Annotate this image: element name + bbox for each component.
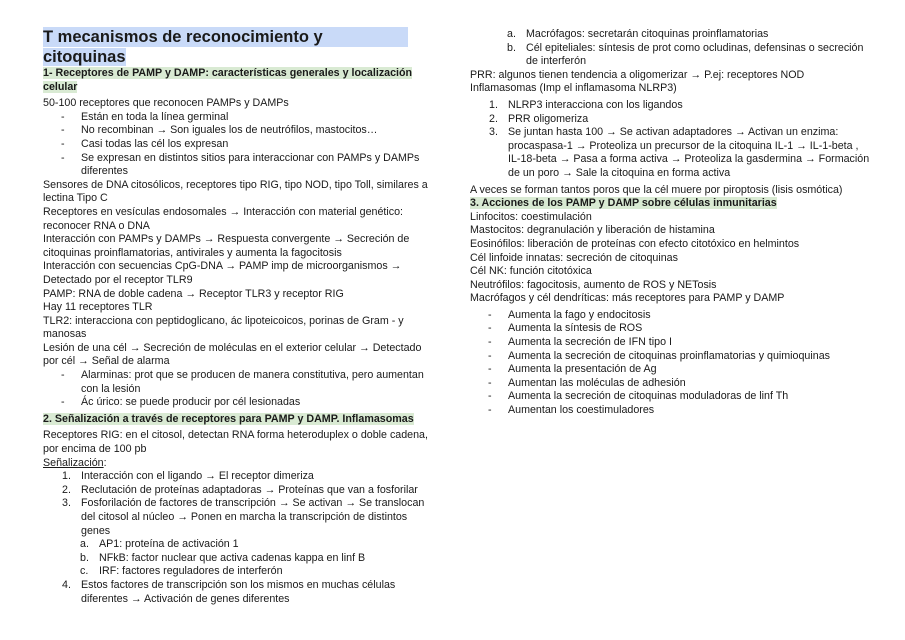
inflammasome-steps — [470, 99, 870, 181]
list-item: - Aumentan las moléculas de adhesión — [508, 377, 870, 391]
section-1-intro: 50-100 receptores que reconocen PAMPs y DAMPs — [43, 97, 289, 110]
list-item: b. NFkB: factor nuclear que activa cadenas kappa en linf B — [80, 551, 366, 564]
paragraph: Eosinófilos: liberación de proteínas con efecto citotóxico en helmintos — [470, 237, 800, 250]
page-title-line2: citoquinas — [43, 48, 126, 66]
section-2-intro: Receptores RIG: en el citosol, detectan RNA forma heteroduplex o doble cadena, por encima de 100 pb — [43, 429, 428, 456]
paragraph: Sensores de DNA citosólicos, receptores tipo RIG, tipo NOD, tipo Toll, similares a lectina Tipo C — [43, 178, 428, 205]
paragraph: Interacción con secuencias CpG-DNA → PAMP imp de microorganismos → Detectado por el receptor TLR9 — [43, 260, 402, 286]
paragraph: Receptores en vesículas endosomales → Interacción con material genético: reconocer RNA o DNA — [43, 205, 404, 232]
list-item: 1. Interacción con el ligando → El receptor dimeriza — [62, 470, 314, 483]
alarm-bullets — [43, 369, 433, 410]
signaling-subheading: Señalización: — [43, 456, 107, 469]
list-item: - Aumenta la secreción de citoquinas proinflamatorias y quimioquinas — [508, 350, 870, 364]
signaling-step-4 — [43, 579, 433, 606]
page-title — [43, 27, 433, 67]
list-item: - Se expresan en distintos sitios para interaccionar con PAMPs y DAMPs diferentes — [81, 152, 433, 179]
section-1-bullets — [43, 111, 433, 179]
list-item: - Están en toda la línea germinal — [81, 111, 433, 125]
paragraph: PAMP: RNA de doble cadena → Receptor TLR3 y receptor RIG — [43, 287, 344, 300]
list-item: - Aumenta la síntesis de ROS — [508, 322, 870, 336]
list-item: - Aumenta la fago y endocitosis — [508, 309, 870, 323]
list-item: c. IRF: factores reguladores de interferón — [80, 565, 283, 578]
page-title-line1: T mecanismos de reconocimiento y — [43, 27, 408, 47]
signaling-steps — [43, 470, 433, 538]
inflammasome-paragraph: Inflamasomas (Imp el inflamasoma NLRP3) — [470, 82, 677, 95]
paragraph: Hay 11 receptores TLR — [43, 301, 153, 314]
paragraph: TLR2: interacciona con peptidoglicano, ác lipoteicoicos, porinas de Gram - y manosas — [43, 314, 404, 341]
list-item: 3. Fosforilación de factores de transcripción → Se activan → Se translocan del citosol al núcleo → Ponen en marcha la transcripción de distintos genes — [62, 497, 425, 537]
list-item: - Aumenta la secreción de IFN tipo I — [508, 336, 870, 350]
list-item: 2. Reclutación de proteínas adaptadoras → Proteínas que van a fosforilar — [62, 483, 418, 496]
left-column — [43, 0, 433, 606]
list-item: - Casi todas las cél los expresan — [81, 138, 433, 152]
list-item: - Alarminas: prot que se producen de manera constitutiva, pero aumentan con la lesión — [81, 369, 433, 396]
list-item: 1. NLRP3 interacciona con los ligandos — [489, 98, 683, 111]
paragraph: Interacción con PAMPs y DAMPs → Respuesta convergente → Secreción de citoquinas proinflamatorias, antivirales y aumenta la fagocitosis — [43, 233, 410, 259]
list-item: - No recombinan → Son iguales los de neutrófilos, mastocitos… — [81, 124, 433, 138]
section-1-heading: 1- Receptores de PAMP y DAMP: características generales y localización celular — [43, 67, 413, 93]
paragraph: Lesión de una cél → Secreción de moléculas en el exterior celular → Detectado por cél → Señal de alarma — [43, 341, 422, 368]
section-3-heading: 3. Acciones de los PAMP y DAMP sobre células inmunitarias — [470, 197, 777, 210]
list-item: a. Macrófagos: secretarán citoquinas proinflamatorias — [507, 28, 769, 40]
section-2-heading: 2. Señalización a través de receptores para PAMP y DAMP. Inflamasomas — [43, 412, 414, 425]
paragraph: Cél NK: función citotóxica — [470, 265, 592, 278]
paragraph: Mastocitos: degranulación y liberación de histamina — [470, 224, 715, 237]
list-item: - Ác úrico: se puede producir por cél lesionadas — [81, 396, 433, 410]
macrophage-bullets — [470, 309, 870, 418]
pyroptosis-paragraph: A veces se forman tantos poros que la cél muere por piroptosis (lisis osmótica) — [470, 183, 843, 196]
list-item: - Aumenta la presentación de Ag — [508, 363, 870, 377]
paragraph: Cél linfoide innatas: secreción de citoquinas — [470, 251, 678, 264]
prr-paragraph: PRR: algunos tienen tendencia a oligomerizar → P.ej: receptores NOD — [470, 68, 805, 81]
paragraph: Macrófagos y cél dendríticas: más receptores para PAMP y DAMP — [470, 292, 785, 305]
right-column — [470, 28, 870, 418]
list-item: 2. PRR oligomeriza — [489, 112, 589, 125]
list-item: - Aumenta la secreción de citoquinas moduladoras de linf Th — [508, 390, 870, 404]
list-item: 3. Se juntan hasta 100 → Se activan adaptadores → Activan un enzima: procaspasa-1 → Proteoliza un precursor de la citoquina IL-1 → IL-1-beta , IL-18-beta → Pasa a forma activa → Proteoliza la gasdermina → Formación de un poro → Sale la citoquina en forma activa — [489, 126, 870, 179]
transcription-factors — [43, 538, 433, 579]
paragraph: Neutrófilos: fagocitosis, aumento de ROS y NETosis — [470, 278, 717, 291]
cell-responses — [470, 28, 870, 69]
paragraph: Linfocitos: coestimulación — [470, 210, 592, 223]
list-item: b. Cél epiteliales: síntesis de prot como ocludinas, defensinas o secreción de interferón — [507, 41, 864, 68]
list-item: a. AP1: proteína de activación 1 — [80, 538, 239, 551]
list-item: 4. Estos factores de transcripción son los mismos en muchas células diferentes → Activación de genes diferentes — [62, 578, 396, 605]
list-item: - Aumentan los coestimuladores — [508, 404, 870, 418]
